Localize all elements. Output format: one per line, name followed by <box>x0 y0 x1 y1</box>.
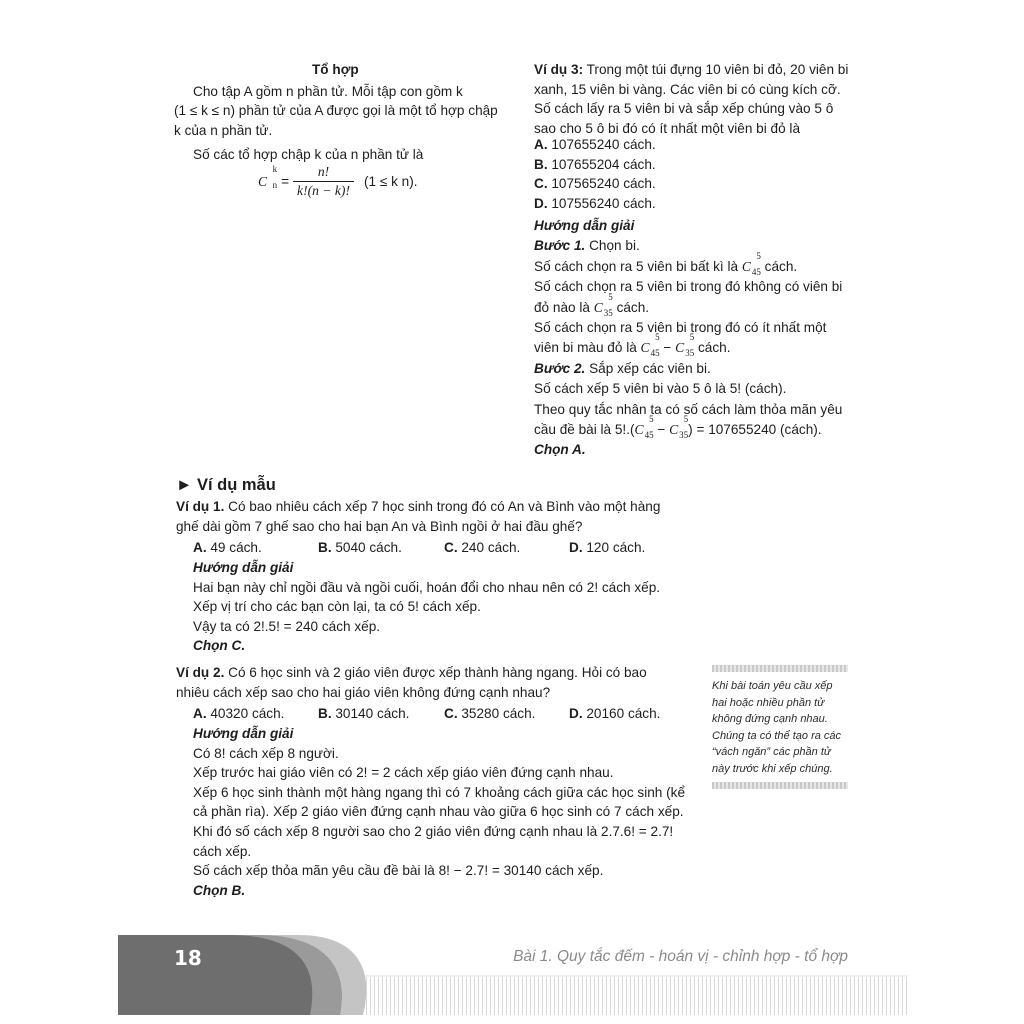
example2-solution-line-5: Khi đó số cách xếp 8 người sao cho 2 giáo viên đứng cạnh nhau là 2.7.6! = 2.7! <box>193 823 674 839</box>
example2-label: Ví dụ 2. <box>176 665 225 680</box>
example1-line-2: ghế dài gồm 7 ghế sao cho hai bạn An và Bình ngồi ở hai đầu ghế? <box>176 518 583 534</box>
example3-line-1: Ví dụ 3: Trong một túi đựng 10 viên bi đỏ, 20 viên bi <box>534 62 849 77</box>
example3-option-c: C. 107565240 cách. <box>534 176 656 191</box>
example3-step2-line-1: Số cách xếp 5 viên bi vào 5 ô là 5! (cách). <box>534 381 787 397</box>
example3-step1-line-4: Số cách chọn ra 5 viên bi trong đó có ít nhất một <box>534 320 827 336</box>
example3-option-a: A. 107655240 cách. <box>534 137 656 152</box>
side-note-line-4: Chúng ta có thể tạo ra các <box>712 729 842 742</box>
definition-line-3: k của n phần tử. <box>174 123 273 138</box>
example2-option-c: C. 35280 cách. <box>444 706 536 721</box>
page-number: 18 <box>174 946 202 970</box>
example2-solution-line-4: cả phần rìa). Xếp 2 giáo viên đứng cạnh nhau vào giữa 6 học sinh có 7 cách xếp. <box>193 804 684 820</box>
triangle-bullet-icon: ► <box>176 476 193 494</box>
example2-options <box>193 704 713 724</box>
example3-label: Ví dụ 3: <box>534 62 584 77</box>
example1-question <box>176 497 716 536</box>
example1-option-b: B. 5040 cách. <box>318 540 402 555</box>
example1-answer: Chọn C. <box>193 638 246 653</box>
example3-step2-line-3: cầu đề bài là 5!.(C 5 45 − C 5 35 ) = 107655240 (cách). <box>534 414 822 441</box>
side-note-line-6: này trước khi xếp chúng. <box>712 762 833 775</box>
sample-examples-heading <box>176 474 276 496</box>
example1-line-1: Ví dụ 1. Có bao nhiêu cách xếp 7 học sinh trong đó có An và Bình vào một hàng <box>176 499 661 514</box>
example2-solution-line-7: Số cách xếp thỏa mãn yêu cầu đề bài là 8! − 2.7! = 30140 cách xếp. <box>193 863 604 879</box>
side-note-line-1: Khi bài toán yêu cầu xếp <box>712 680 833 692</box>
example1-solution-line-1: Hai bạn này chỉ ngồi đầu và ngồi cuối, hoán đổi cho nhau nên có 2! cách xếp. <box>193 579 661 595</box>
example2-line-2: nhiêu cách xếp sao cho hai giáo viên không đứng cạnh nhau? <box>176 684 551 700</box>
example3-line-4: sao cho 5 ô bi đó có ít nhất một viên bi đỏ là <box>534 120 801 136</box>
formula-condition: (1 ≤ k n). <box>363 173 418 189</box>
section-heading-to-hop: Tổ hợp <box>312 62 359 77</box>
example1-option-c: C. 240 cách. <box>444 540 521 555</box>
example2-solution-line-6: cách xếp. <box>193 843 252 859</box>
example1-solution <box>193 558 713 656</box>
example1-label: Ví dụ 1. <box>176 499 225 514</box>
example2-option-b: B. 30140 cách. <box>318 706 410 721</box>
example2-answer: Chọn B. <box>193 882 246 898</box>
example3-step1-line-5: viên bi màu đỏ là C 5 45 − C 5 35 cách. <box>534 332 731 359</box>
formula-numerator: n! <box>293 163 354 182</box>
example3-options <box>534 135 656 213</box>
definition-line-2-text: phần tử của A được gọi là một tổ hợp chập <box>235 103 498 118</box>
example2-solution-line-1: Có 8! cách xếp 8 người. <box>193 745 339 761</box>
example3-step1-line-2: Số cách chọn ra 5 viên bi trong đó không có viên bi <box>534 279 843 295</box>
example3-step2: Bước 2. Sắp xếp các viên bi. <box>534 360 711 376</box>
definition-line-2 <box>174 101 498 121</box>
example1-option-a: A. 49 cách. <box>193 540 262 555</box>
example2-option-d: D. 20160 cách. <box>569 706 661 721</box>
example1-solution-line-3: Vậy ta có 2!.5! = 240 cách xếp. <box>193 618 381 634</box>
side-note-line-3: không đứng cạnh nhau. <box>712 713 828 725</box>
example3-option-d: D. 107556240 cách. <box>534 195 656 211</box>
example3-question <box>534 60 864 138</box>
example3-guide-heading: Hướng dẫn giải <box>534 218 635 233</box>
side-note-top-rule <box>712 665 848 672</box>
side-note-bottom-rule <box>712 782 848 789</box>
example3-step1-line-3: đỏ nào là C 5 35 cách. <box>534 291 650 318</box>
example3-answer: Chọn A. <box>534 442 586 458</box>
combination-formula <box>258 163 418 200</box>
example1-options <box>193 538 713 558</box>
combination-count-line: Số các tổ hợp chập k của n phần tử là <box>193 147 424 162</box>
definition-line-1: Cho tập A gồm n phần tử. Mỗi tập con gồm k <box>193 84 463 99</box>
side-note-line-5: “vách ngăn” các phần tử <box>712 746 831 758</box>
example2-option-a: A. 40320 cách. <box>193 706 285 721</box>
formula-lhs: C k n <box>258 163 278 190</box>
example1-guide-heading: Hướng dẫn giải <box>193 560 294 575</box>
example2-question <box>176 663 716 702</box>
example2-guide-heading: Hướng dẫn giải <box>193 726 294 741</box>
example3-line-2: xanh, 15 viên bi vàng. Các viên bi có cùng kích cỡ. <box>534 81 841 97</box>
formula-denominator: k!(n − k)! <box>297 183 350 198</box>
footer-hatch <box>318 977 908 1015</box>
formula-equals: = <box>281 173 290 189</box>
footer-wave-dark <box>118 935 312 1015</box>
example3-option-b: B. 107655204 cách. <box>534 156 656 172</box>
sample-examples-title: Ví dụ mẫu <box>196 476 276 494</box>
chapter-title: Bài 1. Quy tắc đếm - hoán vị - chỉnh hợp - tổ hợp <box>513 948 848 965</box>
example1-option-d: D. 120 cách. <box>569 540 646 555</box>
example2-line-1: Ví dụ 2. Có 6 học sinh và 2 giáo viên được xếp thành hàng ngang. Hỏi có bao <box>176 665 647 680</box>
example2-solution-line-3: Xếp 6 học sinh thành một hàng ngang thì có 7 khoảng cách giữa các học sinh (kể <box>193 784 686 800</box>
example3-step2-line-2: Theo quy tắc nhân ta có số cách làm thỏa mãn yêu <box>534 401 843 417</box>
example3-solution <box>534 216 864 461</box>
example1-solution-line-2: Xếp vị trí cho các bạn còn lại, ta có 5! cách xếp. <box>193 599 481 614</box>
example3-step1: Bước 1. Chọn bi. <box>534 238 640 254</box>
side-note-line-2: hai hoặc nhiều phần tử <box>712 696 825 709</box>
example3-line-3: Số cách lấy ra 5 viên bi và sắp xếp chúng vào 5 ô <box>534 101 834 116</box>
example2-solution <box>193 724 713 900</box>
example3-step1-line-1: Số cách chọn ra 5 viên bi bất kì là C 5 45 cách. <box>534 250 798 277</box>
formula-fraction <box>293 163 354 200</box>
side-note <box>712 678 852 777</box>
definition-condition: (1 ≤ k ≤ n) <box>174 103 235 118</box>
example2-solution-line-2: Xếp trước hai giáo viên có 2! = 2 cách xếp giáo viên đứng cạnh nhau. <box>193 765 614 781</box>
